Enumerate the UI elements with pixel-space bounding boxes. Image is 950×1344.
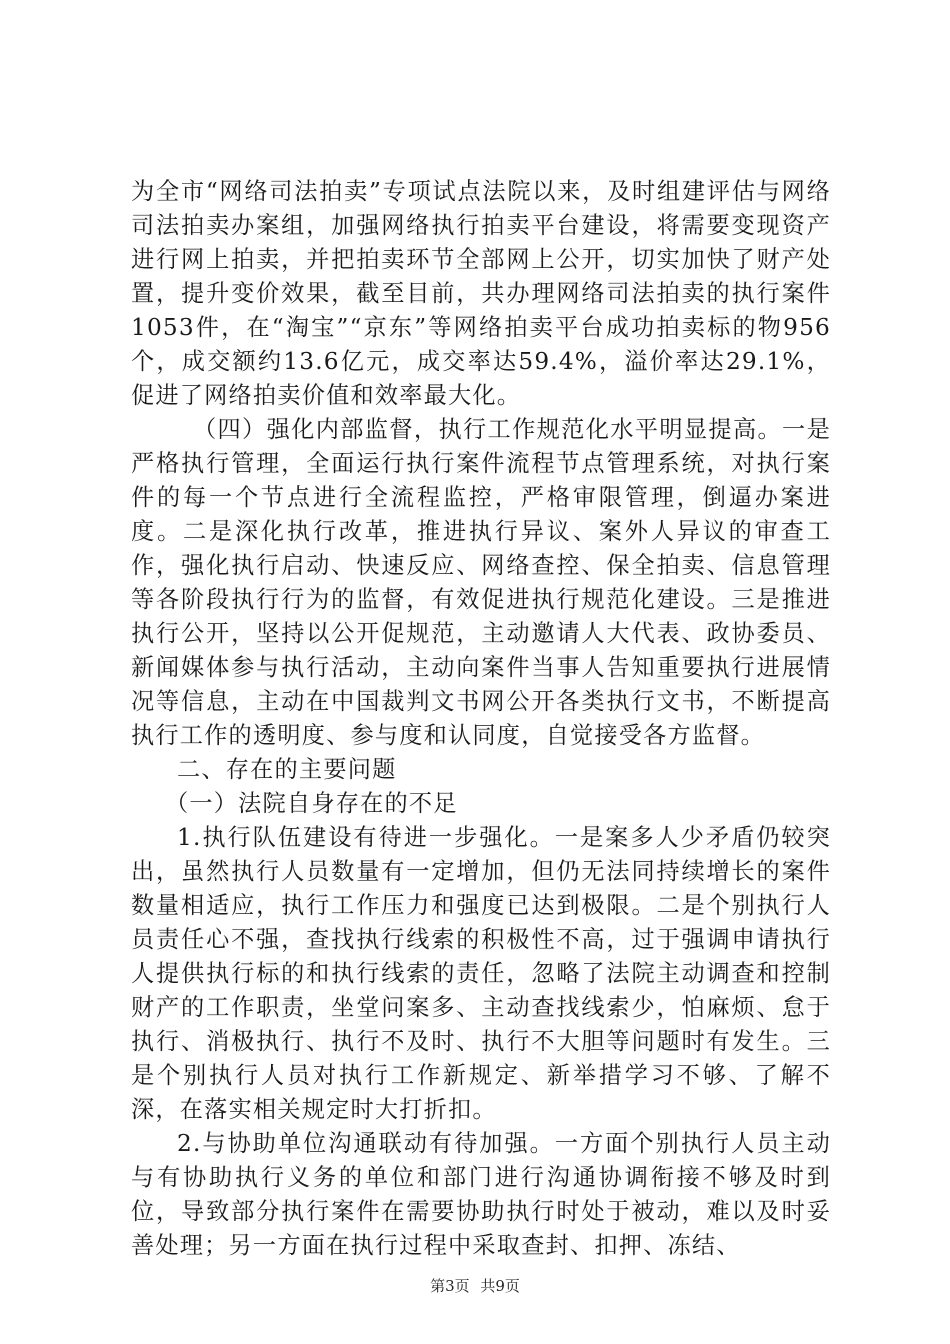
paragraph-team-building: 1.执行队伍建设有待进一步强化。一是案多人少矛盾仍较突出，虽然执行人员数量有一定增加，但仍无法同持续增长的案件数量相适应，执行工作压力和强度已达到极限。二是个别执行人员责任心不强，查找执行线索的积极性不高，过于强调申请执行人提供执行标的和执行线索的责任，忽略了法院主动调查和控制财产的工作职责，坐堂问案多、主动查找线索少，怕麻烦、怠于执行、消极执行、执行不及时、执行不大胆等问题时有发生。三是个别执行人员对执行工作新规定、新举措学习不够、了解不深，在落实相关规定时大打折扣。 bbox=[131, 824, 831, 1123]
section-heading-main-problems: 二、存在的主要问题 bbox=[177, 756, 397, 783]
document-body bbox=[131, 175, 831, 1263]
page-number-current: 第3页 bbox=[430, 1277, 470, 1295]
paragraph-auction-results: 为全市“网络司法拍卖”专项试点法院以来，及时组建评估与网络司法拍卖办案组，加强网络执行拍卖平台建设，将需要变现资产进行网上拍卖，并把拍卖环节全部网上公开，切实加快了财产处置，提升变价效果，截至目前，共办理网络司法拍卖的执行案件1053件，在“淘宝”“京东”等网络拍卖平台成功拍卖标的物956个，成交额约13.6亿元，成交率达59.4%，溢价率达29.1%，促进了网络拍卖价值和效率最大化。 bbox=[131, 178, 831, 409]
subsection-heading-court-shortcomings: （一）法院自身存在的不足 bbox=[165, 790, 458, 817]
paragraph-internal-supervision: （四）强化内部监督，执行工作规范化水平明显提高。一是严格执行管理，全面运行执行案件流程节点管理系统，对执行案件的每一个节点进行全流程监控，严格审限管理，倒逼办案进度。二是深化执行改革，推进执行异议、案外人异议的审查工作，强化执行启动、快速反应、网络查控、保全拍卖、信息管理等各阶段执行行为的监督，有效促进执行规范化建设。三是推进执行公开，坚持以公开促规范，主动邀请人大代表、政协委员、新闻媒体参与执行活动，主动向案件当事人告知重要执行进展情况等信息，主动在中国裁判文书网公开各类执行文书，不断提高执行工作的透明度、参与度和认同度，自觉接受各方监督。 bbox=[131, 416, 831, 749]
page-footer bbox=[0, 1276, 950, 1296]
page-number-total: 共9页 bbox=[480, 1277, 520, 1295]
paragraph-coordination: 2.与协助单位沟通联动有待加强。一方面个别执行人员主动与有协助执行义务的单位和部门进行沟通协调衔接不够及时到位，导致部分执行案件在需要协助执行时处于被动，难以及时妥善处理；另一方面在执行过程中采取查封、扣押、冻结、 bbox=[131, 1130, 831, 1259]
